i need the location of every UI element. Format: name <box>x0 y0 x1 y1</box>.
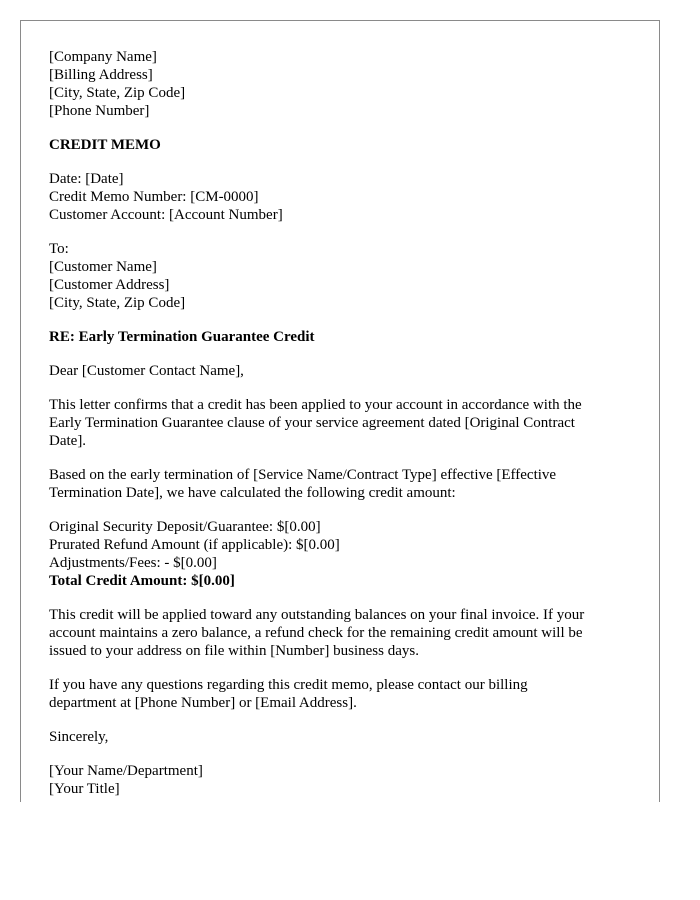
credit-deposit-line: Original Security Deposit/Guarantee: $[0.00] <box>49 519 321 535</box>
spacer <box>49 224 629 240</box>
paragraph-confirmation <box>49 396 629 450</box>
sender-company-name: [Company Name] <box>49 49 157 65</box>
spacer <box>49 712 629 728</box>
paragraph-application <box>49 606 629 660</box>
paragraph-contact <box>49 676 629 712</box>
recipient-name: [Customer Name] <box>49 259 157 275</box>
recipient-block <box>49 240 629 312</box>
recipient-to-label: To: <box>49 241 69 257</box>
paragraph-line: Early Termination Guarantee clause of your service agreement dated [Original Contract <box>49 415 575 431</box>
memo-number: Credit Memo Number: [CM-0000] <box>49 189 259 205</box>
spacer <box>49 660 629 676</box>
spacer <box>49 312 629 328</box>
customer-account: Customer Account: [Account Number] <box>49 207 283 223</box>
signature-block <box>49 762 629 798</box>
spacer <box>49 154 629 170</box>
memo-info-block <box>49 170 629 224</box>
paragraph-line: department at [Phone Number] or [Email Address]. <box>49 695 357 711</box>
spacer <box>49 746 629 762</box>
memo-date: Date: [Date] <box>49 171 124 187</box>
paragraph-line: Based on the early termination of [Service Name/Contract Type] effective [Effective <box>49 467 557 483</box>
paragraph-line: This credit will be applied toward any outstanding balances on your final invoice. If your <box>49 607 585 623</box>
paragraph-line: Termination Date], we have calculated the following credit amount: <box>49 485 456 501</box>
subject-line: RE: Early Termination Guarantee Credit <box>49 329 315 345</box>
credit-total-line: Total Credit Amount: $[0.00] <box>49 573 235 589</box>
paragraph-line: This letter confirms that a credit has been applied to your account in accordance with the <box>49 397 582 413</box>
credit-breakdown <box>49 518 629 590</box>
credit-adjustments-line: Adjustments/Fees: - $[0.00] <box>49 555 217 571</box>
sender-city-state-zip: [City, State, Zip Code] <box>49 85 186 101</box>
sender-phone: [Phone Number] <box>49 103 150 119</box>
spacer <box>49 502 629 518</box>
spacer <box>49 346 629 362</box>
sender-billing-address: [Billing Address] <box>49 67 153 83</box>
paragraph-line: issued to your address on file within [Number] business days. <box>49 643 419 659</box>
spacer <box>49 120 629 136</box>
paragraph-calculation <box>49 466 629 502</box>
signature-title: [Your Title] <box>49 781 120 797</box>
paragraph-line: account maintains a zero balance, a refund check for the remaining credit amount will be <box>49 625 583 641</box>
recipient-address: [Customer Address] <box>49 277 170 293</box>
spacer <box>49 590 629 606</box>
recipient-city-state-zip: [City, State, Zip Code] <box>49 295 186 311</box>
spacer <box>49 380 629 396</box>
paragraph-line: If you have any questions regarding this credit memo, please contact our billing <box>49 677 528 693</box>
spacer <box>49 450 629 466</box>
letter-page <box>20 20 660 802</box>
signature-name: [Your Name/Department] <box>49 763 203 779</box>
document-title: CREDIT MEMO <box>49 137 161 153</box>
signoff: Sincerely, <box>49 729 109 745</box>
paragraph-line: Date]. <box>49 433 87 449</box>
sender-block <box>49 48 629 120</box>
letter-content <box>49 48 629 798</box>
credit-prorated-line: Prurated Refund Amount (if applicable): $[0.00] <box>49 537 340 553</box>
salutation: Dear [Customer Contact Name], <box>49 363 244 379</box>
